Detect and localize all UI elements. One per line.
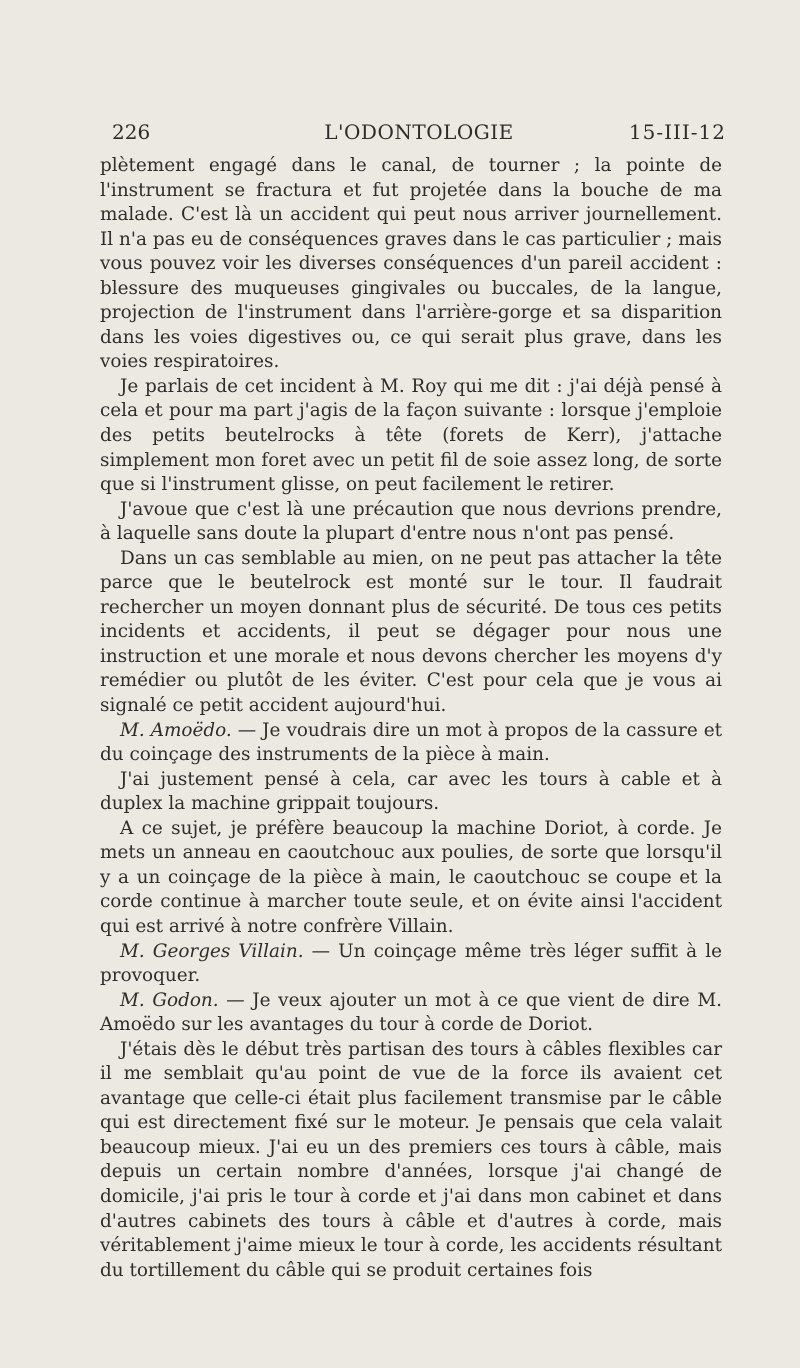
paragraph-text: J'étais dès le début très partisan des tours à câbles flexibles car il me semblait qu'au point de vue de la force ils avaient cet avantage que celle-ci était plus facilement transmise par le câble qui est directement fixé sur le moteur. Je pensais que cela valait beaucoup mieux. J'ai eu un des premiers ces tours à câble, mais depuis un certain nombre d'années, lorsque j'ai changé de domicile, j'ai pris le tour à corde et j'ai dans mon cabinet et dans d'autres cabinets des tours à câble et d'autres à corde, mais véritablement j'aime mieux le tour à corde, les accidents résultant du tortillement du câble qui se produit certaines fois xyxy=(100,1038,722,1281)
speaker-name: M. Godon. xyxy=(120,989,219,1011)
paragraph xyxy=(100,989,722,1038)
paragraph xyxy=(100,498,722,547)
paragraph xyxy=(100,768,722,817)
paragraph-text: — Je veux ajouter un mot à ce que vient de dire M. Amoëdo sur les avantages du tour à corde de Doriot. xyxy=(100,989,722,1036)
paragraph-text: — Je voudrais dire un mot à propos de la cassure et du coinçage des instruments de la pièce à main. xyxy=(100,719,722,766)
paragraph xyxy=(100,817,722,940)
page-number: 226 xyxy=(112,120,151,144)
paragraph-text: J'ai justement pensé à cela, car avec les tours à cable et à duplex la machine grippait toujours. xyxy=(100,768,722,815)
issue-date: 15-III-12 xyxy=(628,120,726,144)
paragraph-text: plètement engagé dans le canal, de tourner ; la pointe de l'instrument se fractura et fut projetée dans la bouche de ma malade. C'est là un accident qui peut nous arriver journellement. Il n'a pas eu de conséquences graves dans le cas particulier ; mais vous pouvez voir les diverses conséquences d'un pareil accident : blessure des muqueuses gingivales ou buccales, de la langue, projection de l'instrument dans l'arrière-gorge et sa disparition dans les voies digestives ou, ce qui serait plus grave, dans les voies respiratoires. xyxy=(100,155,722,373)
speaker-name: M. Amoëdo. xyxy=(120,719,232,741)
paragraph-text: — Un coinçage même très léger suffit à le provoquer. xyxy=(100,940,722,987)
body-text xyxy=(100,154,722,1283)
paragraph-text: Dans un cas semblable au mien, on ne peut pas attacher la tête parce que le beutelrock est monté sur le tour. Il faudrait rechercher un moyen donnant plus de sécurité. De tous ces petits incidents et accidents, il peut se dégager pour nous une instruction et une morale et nous devons chercher les moyens d'y remédier ou plutôt de les éviter. C'est pour cela que je vous ai signalé ce petit accident aujourd'hui. xyxy=(100,547,722,717)
paragraph-text: J'avoue que c'est là une précaution que nous devrions prendre, à laquelle sans doute la plupart d'entre nous n'ont pas pensé. xyxy=(100,498,722,545)
paragraph-text: Je parlais de cet incident à M. Roy qui me dit : j'ai déjà pensé à cela et pour ma part j'agis de la façon suivante : lorsque j'emploie des petits beutelrocks à tête (forets de Kerr), j'attache simplement mon foret avec un petit fil de soie assez long, de sorte que si l'instrument glisse, on peut facilement le retirer. xyxy=(100,375,722,496)
journal-title: L'ODONTOLOGIE xyxy=(324,120,514,144)
paragraph xyxy=(100,719,722,768)
speaker-name: M. Georges Villain. xyxy=(120,940,304,962)
paragraph xyxy=(100,375,722,498)
paragraph xyxy=(100,940,722,989)
paragraph xyxy=(100,154,722,375)
running-header xyxy=(112,120,726,144)
paragraph xyxy=(100,1038,722,1283)
paragraph xyxy=(100,547,722,719)
paragraph-text: A ce sujet, je préfère beaucoup la machine Doriot, à corde. Je mets un anneau en caoutchouc aux poulies, de sorte que lorsqu'il y a un coinçage de la pièce à main, le caoutchouc se coupe et la corde continue à marcher toute seule, et on évite ainsi l'accident qui est arrivé à notre confrère Villain. xyxy=(100,817,722,937)
